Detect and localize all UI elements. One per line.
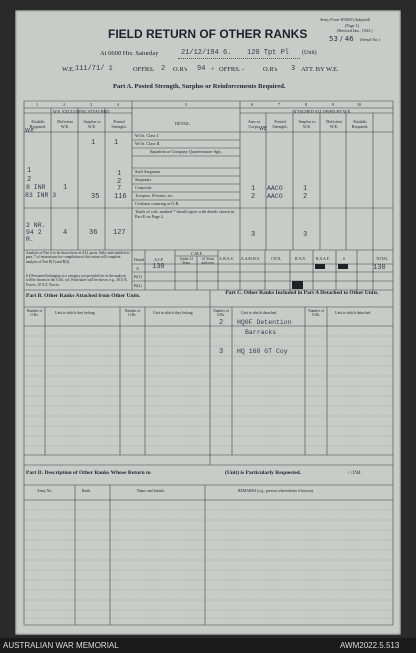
analysis-row-label: B(2) — [134, 283, 142, 288]
col-header-posted-right: Posted Strength. — [272, 119, 288, 129]
detail-row-label: Squadron or Company Quartermaster Sgts. — [149, 149, 223, 154]
part-d-col-header: REMARKS (e.g., present whereabouts if known). — [238, 489, 314, 493]
analysis-col-header: A.A.M.W.S. — [241, 257, 260, 261]
col-header-establis: Establis Required. — [29, 119, 47, 129]
part-d-title-mid: (Unit) is Particularly Requested. — [225, 470, 302, 476]
analysis-col-header: R.A.A.F. — [316, 257, 330, 261]
att-value: 3 — [291, 65, 296, 73]
part-b-title: Part B. Other Ranks Attached from Other Units. — [26, 293, 141, 299]
cell-value: 8 INR — [26, 184, 46, 191]
analysis-col-header: R.A.N. — [295, 257, 306, 261]
offrs-label: OFFRS. — [133, 66, 155, 73]
part-b-col-header: Number of O.Rs. — [26, 309, 43, 317]
cell-value: 36 — [89, 229, 98, 237]
analysis-col-header: CIVIL. — [271, 257, 283, 261]
detail-row-label: Troopers, Privates, etc. — [135, 193, 174, 198]
analysis-row-label: B(1) — [134, 274, 142, 279]
col-header-deficient: Deficient W.E. — [57, 119, 73, 129]
unit-label: (Unit) — [302, 50, 317, 56]
part-b-col-header: Unit to which they belong — [55, 311, 95, 315]
part-a-title: Part A. Posted Strength, Surplus or Reinforcements Required. — [113, 83, 286, 90]
blocked-cell — [292, 281, 303, 289]
part-d-col-header: Name and Initials. — [137, 489, 165, 493]
part-d-col-header: Army No. — [37, 489, 53, 493]
cell-value: 2 — [27, 176, 32, 184]
detail-row-label: Civilians counting as O.R. — [135, 201, 180, 206]
cell-value: 83 INR 3 — [25, 192, 57, 199]
cell-value: 1 — [117, 170, 122, 178]
analysis-note: Analysis of Part A to be shown here in ALL posts. Only units entitled to para. 7 of instructions for compilation of this return will complete analysis of Part B(1) and B(2). — [26, 251, 130, 264]
col-header-surplus: Surplus to W.E. — [83, 119, 101, 129]
cell-value: 2 — [117, 178, 122, 186]
archive-footer — [0, 638, 416, 653]
col-number: 3 — [90, 102, 93, 107]
analysis-col-header: A.I.F. — [154, 257, 164, 262]
unit-value: 120 Tpt Pl — [247, 49, 290, 57]
part-c-col-header: Number of O.Rs. — [213, 309, 229, 317]
cell-value: 1 — [303, 185, 308, 193]
part-b-col-header: Number of O.Rs. — [124, 309, 141, 317]
part-d-col-header: Rank. — [82, 489, 91, 493]
part-c-title: Part C. Other Ranks Included in Part A Detached to Other Units. — [225, 290, 379, 296]
time-label: At 0600 Hrs. Saturday — [100, 50, 159, 57]
analysis-col-header: 21 Years and over. — [201, 257, 215, 265]
cell-value: 1 — [27, 167, 32, 175]
cell-value: 7 — [117, 185, 122, 193]
cell-value: 35 — [91, 193, 100, 201]
col-header-deficient-right: Deficient W.E. — [326, 119, 342, 129]
col-number: 9 — [332, 102, 335, 107]
form-sheet — [15, 10, 401, 635]
ors-value: 94 — [197, 65, 206, 73]
right-group-header: ATTACHED ALLOWED BY W.E. — [292, 109, 352, 114]
analysis-col-header: Detail — [134, 257, 145, 262]
att-label: ATT. BY W.E. — [301, 66, 339, 73]
part-c-entry-unit: HQ0F Detention — [237, 319, 292, 326]
we-mark-left: W.E — [25, 128, 35, 134]
col-number: 8 — [305, 102, 308, 107]
cell-value: 1 — [63, 184, 68, 192]
we-label: W.E. — [62, 66, 75, 73]
cell-value: AACO — [267, 193, 283, 200]
we-mark-right: WE — [259, 126, 268, 132]
page-number: (Page 1) — [345, 23, 360, 28]
cell-value: 2 — [303, 193, 308, 201]
analysis-aif-value: 130 — [152, 263, 165, 271]
part-c-entry-num: 3 — [219, 348, 224, 356]
cell-value: 4 — [63, 229, 68, 237]
cell-value: 1 — [251, 185, 256, 193]
col-number: 2 — [63, 102, 66, 107]
col-number: 4 — [117, 102, 120, 107]
analysis-col-header: C.M.F. — [191, 251, 203, 256]
col-header-posted: Posted Strength. — [111, 119, 127, 129]
page-title: FIELD RETURN OF OTHER RANKS — [108, 27, 308, 41]
cell-value: 127 — [113, 229, 126, 237]
left-group-header: W.E. EXCLUDING ATTACHED. — [53, 109, 111, 114]
cell-value: 1 — [114, 139, 119, 147]
part-b-col-header: Unit to which they belong — [153, 311, 193, 315]
detail-row-label: Totals of cols. marked * should agree with details shown in Part E on Page 2. — [135, 209, 235, 219]
col-number: 10 — [357, 102, 362, 107]
personnel-note: # # Personnel belonging to a category not provided for in the analysis will be shown in the Civil. col. Particulars will be shown, e.g., 30 U.K. Forces, 10 N.Z. Forces. — [26, 274, 128, 287]
detail-row-label: W.Os. Class I. — [135, 133, 159, 138]
offrs-value: 2 — [161, 65, 166, 73]
footer-source: AUSTRALIAN WAR MEMORIAL — [3, 641, 119, 650]
analysis-col-header: Under 21 Years. — [179, 257, 194, 265]
cell-value: 3 — [251, 231, 256, 239]
offrs2-label: OFFRS. - — [219, 66, 245, 73]
detail-header: DETAIL. — [175, 121, 191, 126]
part-c-col-header: Number of O.Rs. — [308, 309, 324, 317]
part-c-col-header: Unit to which detached. — [335, 311, 372, 315]
col-number: 1 — [36, 102, 39, 107]
serial-value: 53 / 46 — [329, 35, 354, 43]
cell-value: 116 — [114, 193, 127, 201]
analysis-col-header: A.W.A.S. — [219, 257, 234, 261]
blocked-cell — [338, 264, 348, 269]
analysis-total-value: 130 — [373, 264, 386, 272]
detail-row-label: Staff Sergeants — [135, 169, 161, 174]
form-grid-lines — [15, 10, 401, 635]
part-c-entry-unit: HQ 168 GT Coy — [237, 348, 288, 355]
analysis-col-header: TOTAL — [376, 257, 389, 261]
cell-value: 1 — [91, 139, 96, 147]
blocked-cell — [315, 264, 325, 269]
plus-sign: + — [211, 66, 215, 73]
cell-value: 3 — [303, 231, 308, 239]
part-d-title: Part D. Description of Other Ranks Whose Return to — [26, 470, 151, 476]
part-d-date: / /194 — [348, 470, 361, 476]
ors-label: O.R's — [173, 66, 188, 73]
ors2-label: O.R's — [263, 66, 278, 73]
col-number: 6 — [251, 102, 254, 107]
cell-value: AACO — [267, 185, 283, 192]
footer-accession: AWM2022.5.513 — [340, 641, 400, 650]
col-number: 7 — [278, 102, 281, 107]
detail-row-label: Sergeants — [135, 177, 152, 182]
part-c-col-header: Unit to which detached. — [241, 311, 278, 315]
col-number: 5 — [185, 102, 188, 107]
date-value: 21/12/194 6. — [181, 49, 232, 57]
part-c-entry-num: 2 — [219, 319, 224, 327]
analysis-row-label: A — [136, 266, 140, 271]
detail-row-label: Corporals — [135, 185, 152, 190]
analysis-col-header: # — [343, 257, 345, 261]
col-header-establis-right: Establis Required. — [351, 119, 369, 129]
cell-value: 2 NR. 94 2 R. — [26, 222, 46, 243]
col-header-arm: Arm or Corps. — [247, 119, 261, 129]
we-value: 111/71/ 1 — [75, 65, 113, 73]
cell-value: 2 — [251, 193, 256, 201]
army-form-number: Army Form W3009 (Adapted) — [320, 17, 371, 22]
part-c-entry-unit: Barracks — [245, 329, 277, 336]
serial-label: (Serial No.) — [360, 37, 380, 42]
revised-date: (Revised Jan., 1943.) — [337, 28, 373, 33]
col-header-surplus-right: Surplus to W.E. — [298, 119, 316, 129]
detail-row-label: W.Os. Class II. — [135, 141, 161, 146]
